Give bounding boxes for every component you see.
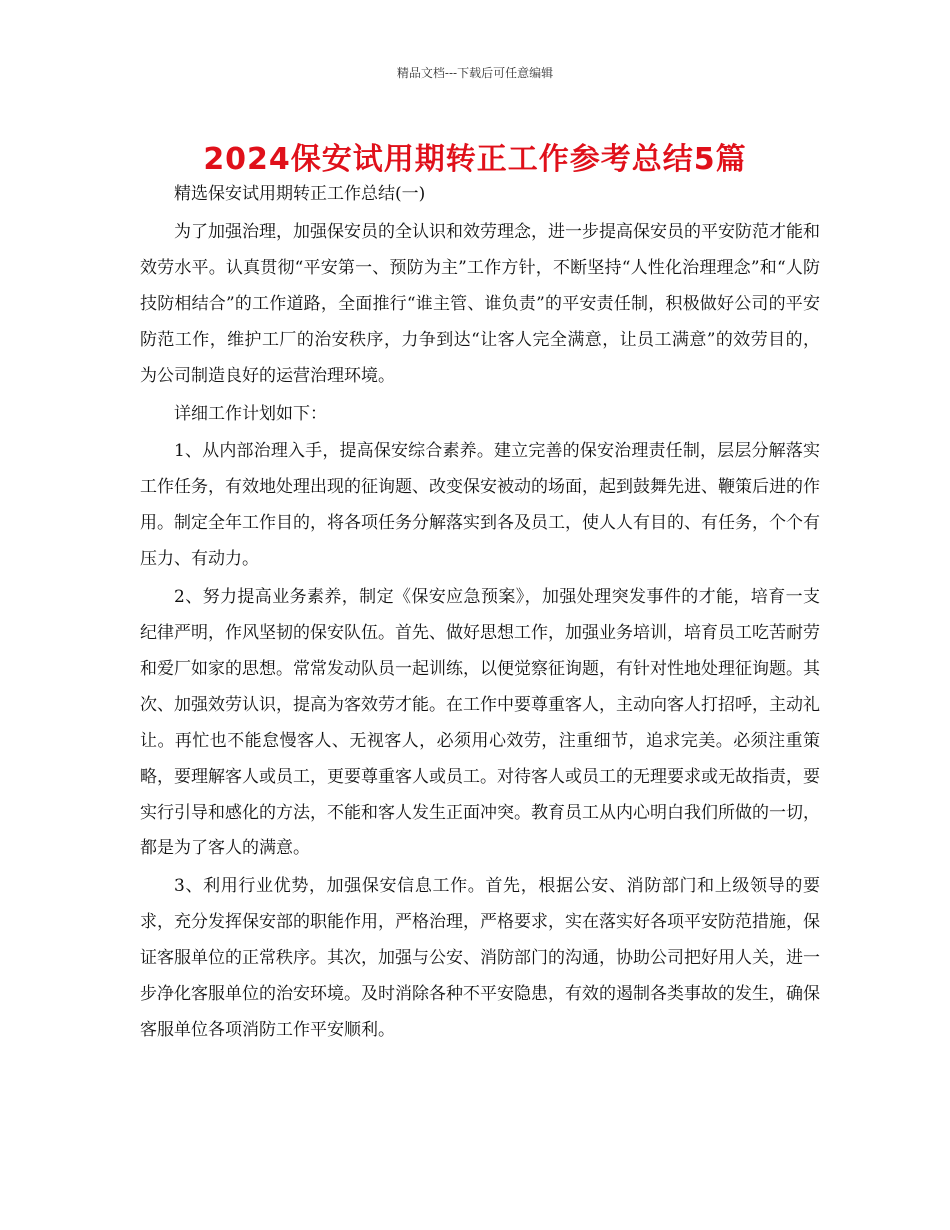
paragraph-intro: 为了加强治理，加强保安员的全认识和效劳理念，进一步提高保安员的平安防范才能和效劳水平。认真贯彻“平安第一、预防为主”工作方针，不断坚持“人性化治理理念”和“人防技防相结合”的工作道路，全面推行“谁主管、谁负责”的平安责任制，积极做好公司的平安防范工作，维护工厂的治安秩序，力争到达“让客人完全满意，让员工满意”的效劳目的，为公司制造良好的运营治理环境。	[140, 222, 820, 386]
header-note: 精品文档---下载后可任意编辑	[396, 66, 554, 80]
paragraph-plan-heading: 详细工作计划如下：	[174, 403, 327, 424]
paragraph-item-2: 2、努力提高业务素养，制定《保安应急预案》，加强处理突发事件的才能，培育一支纪律严明，作风坚韧的保安队伍。首先、做好思想工作，加强业务培训，培育员工吃苦耐劳和爱厂如家的思想。常常发动队员一起训练，以便觉察征询题，有针对性地处理征询题。其次、加强效劳认识，提高为客效劳才能。在工作中要尊重客人，主动向客人打招呼，主动礼让。再忙也不能怠慢客人、无视客人，必须用心效劳，注重细节，追求完美。必须注重策略，要理解客人或员工，更要尊重客人或员工。对待客人或员工的无理要求或无故指责，要实行引导和感化的方法，不能和客人发生正面冲突。教育员工从内心明白我们所做的一切，都是为了客人的满意。	[140, 587, 820, 859]
section-subtitle: 精选保安试用期转正工作总结(一)	[174, 184, 426, 204]
document-title: 2024保安试用期转正工作参考总结5篇	[203, 142, 747, 177]
paragraph-item-3: 3、利用行业优势，加强保安信息工作。首先，根据公安、消防部门和上级领导的要求，充分发挥保安部的职能作用，严格治理，严格要求，实在落实好各项平安防范措施，保证客服单位的正常秩序。其次，加强与公安、消防部门的沟通，协助公司把好用人关，进一步净化客服单位的治安环境。及时消除各种不平安隐患，有效的遏制各类事故的发生，确保客服单位各项消防工作平安顺利。	[140, 876, 820, 1040]
document-body	[140, 178, 820, 1049]
paragraph-item-1: 1、从内部治理入手，提高保安综合素养。建立完善的保安治理责任制，层层分解落实工作任务，有效地处理出现的征询题、改变保安被动的场面，起到鼓舞先进、鞭策后进的作用。制定全年工作目的，将各项任务分解落实到各及员工，使人人有目的、有任务，个个有压力、有动力。	[140, 441, 820, 570]
